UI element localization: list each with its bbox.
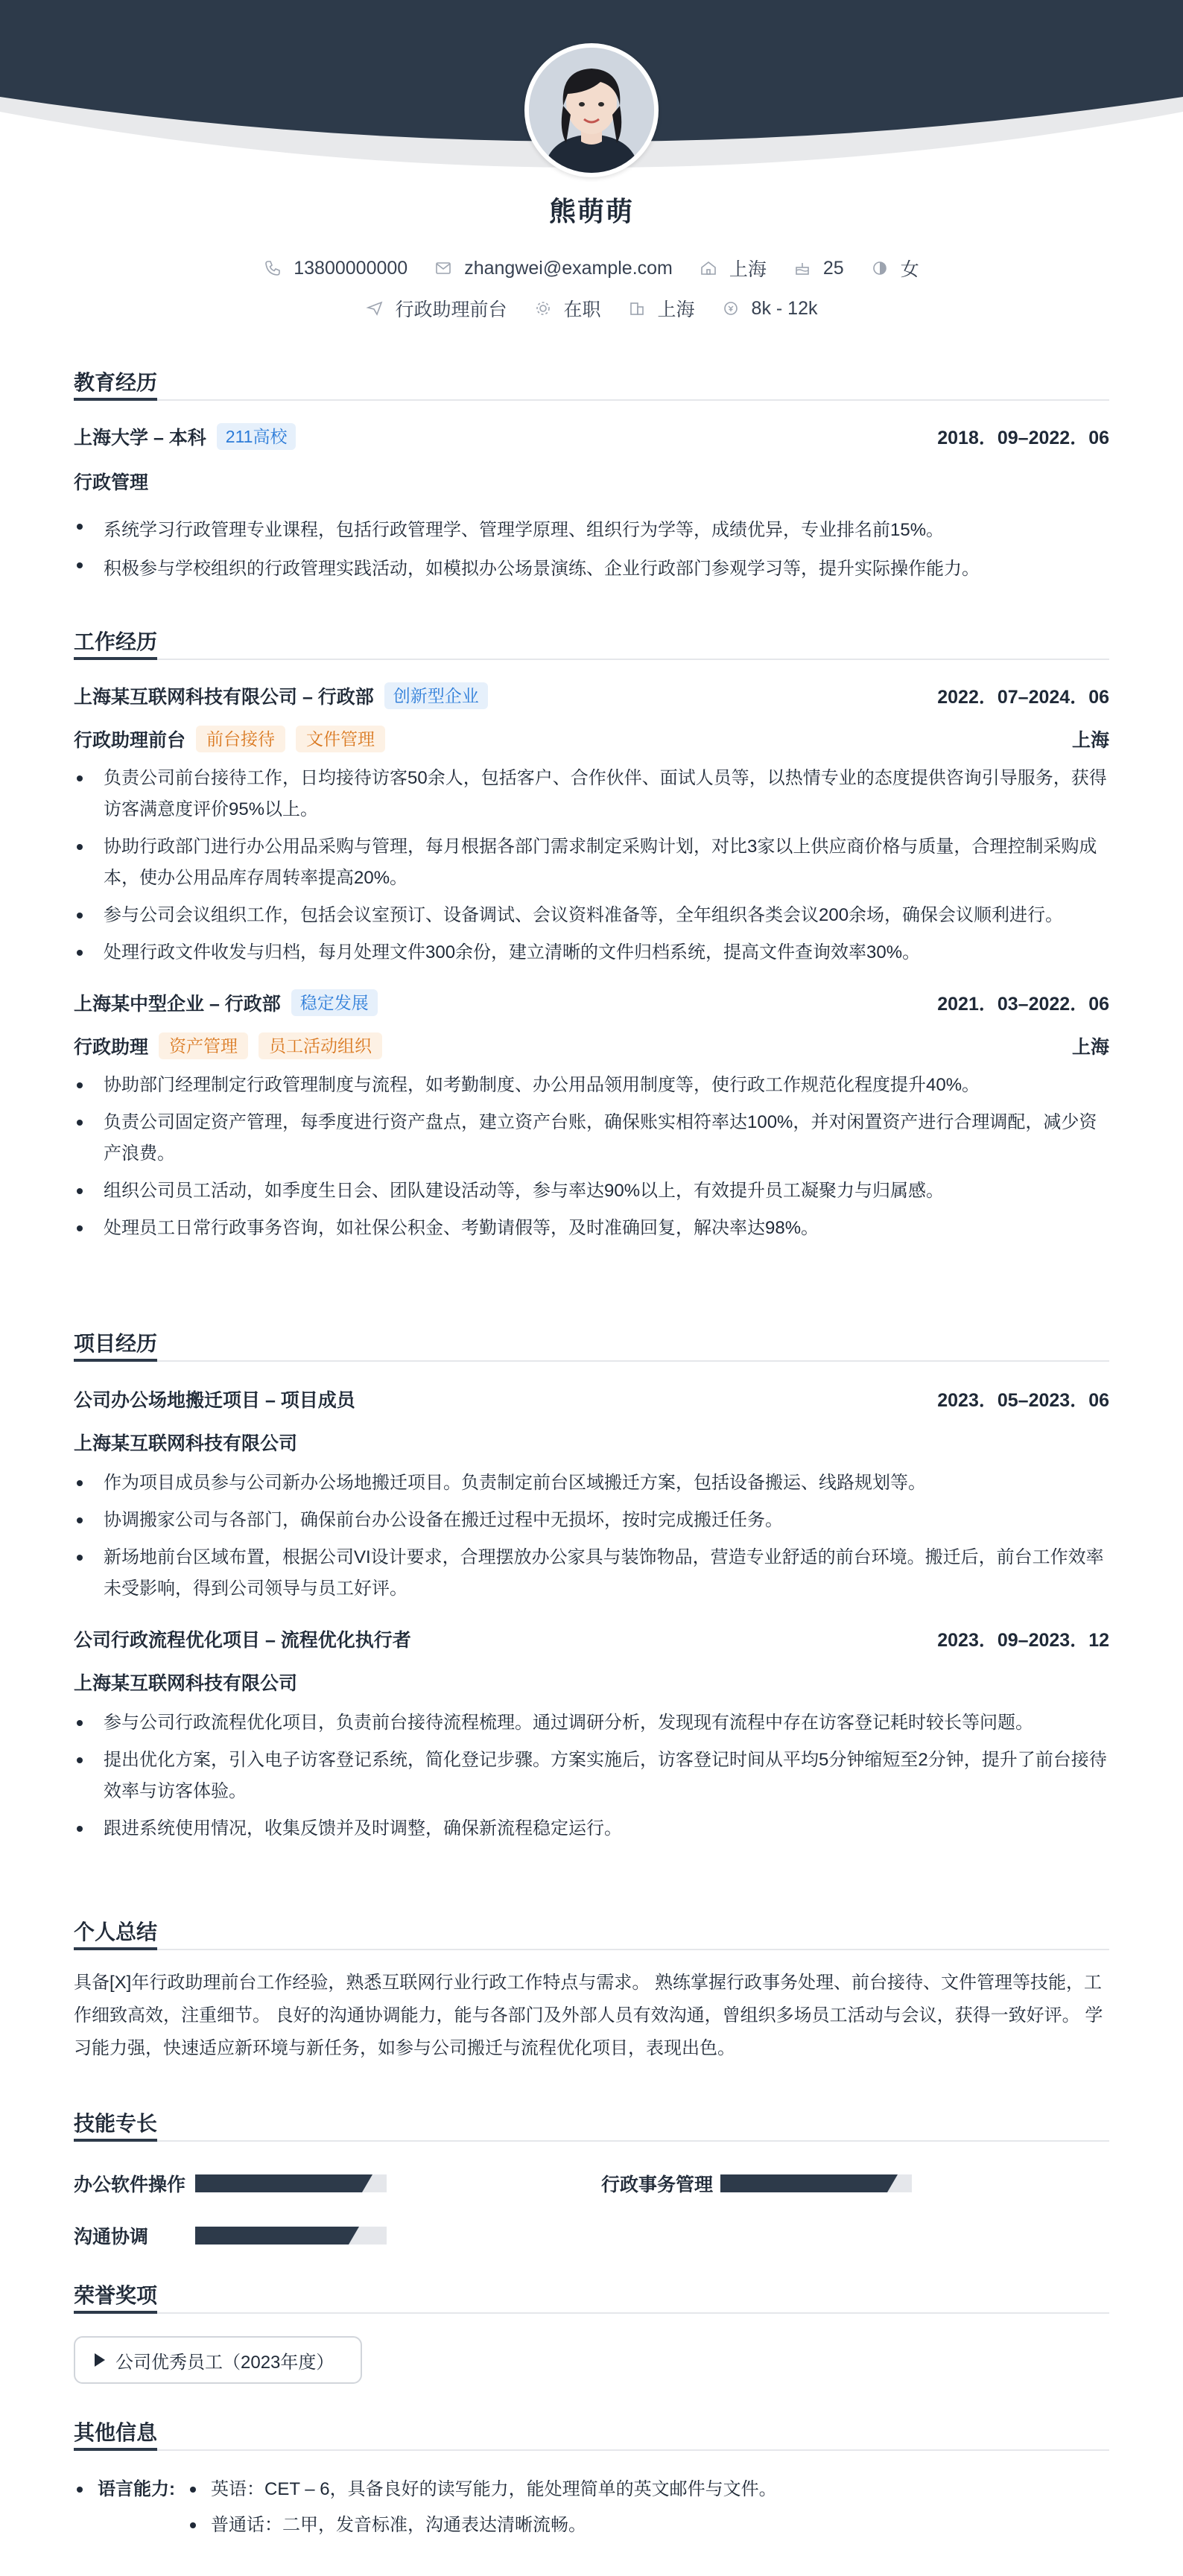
role-tag: 文件管理 [296, 726, 385, 752]
target-city-item [628, 295, 695, 322]
email-item [434, 258, 673, 279]
skill-bar [195, 2174, 387, 2192]
list-item: 参与公司会议组织工作，包括会议室预订、设备调试、会议资料准备等，全年组织各类会议200余场，确保会议顺利进行。 [74, 900, 1109, 931]
avatar-portrait [529, 48, 654, 173]
cake-icon [793, 259, 811, 277]
avatar [524, 43, 659, 177]
list-item: 系统学习行政管理专业课程，包括行政管理学、管理学原理、组织行为学等，成绩优异，专业排名前15%。 [74, 511, 1109, 550]
phone-icon [264, 259, 282, 277]
salary-item [722, 298, 818, 320]
skill-bar [720, 2174, 912, 2192]
caret-right-icon [95, 2353, 105, 2367]
list-item: 协助行政部门进行办公用品采购与管理，每月根据各部门需求制定采购计划，对比3家以上供应商价格与质量，合理控制采购成本，使办公用品库存周转率提高20%。 [74, 831, 1109, 894]
other-section [74, 2417, 1109, 2543]
list-item: 参与公司行政流程优化项目，负责前台接待流程梳理。通过调研分析，发现现有流程中存在访客登记耗时较长等问题。 [74, 1707, 1109, 1739]
project-title: 公司行政流程优化项目 – 流程优化执行者 [74, 1630, 411, 1651]
phone-item [264, 258, 407, 279]
project-date: 2023．05–2023．06 [937, 1390, 1109, 1411]
education-entry-head [74, 423, 1109, 450]
salary-text: 8k - 12k [751, 297, 818, 319]
summary-text: 具备[X]年行政助理前台工作经验，熟悉互联网行业行政工作特点与需求。 熟练掌握行政事务处理、前台接待、文件管理等技能，工作细致高效，注重细节。 良好的沟通协调能力，能与各部门及外部人员有效沟通，曾组织多场员工活动与会议，获得一致好评。 学习能力强，快速适应新环境与新任务，如参与公司搬迁与流程优化项目，表现出色。 [74, 1973, 1103, 2058]
skill-name: 行政事务管理 [601, 2174, 714, 2195]
building-icon [628, 299, 646, 317]
list-item: 组织公司员工活动，如季度生日会、团队建设活动等，参与率达90%以上，有效提升员工凝聚力与归属感。 [74, 1176, 1109, 1207]
job-intent-row [0, 295, 1183, 322]
section-title: 技能专长 [74, 2107, 1109, 2142]
company-name: 上海某中型企业 – 行政部 [74, 994, 281, 1015]
target-city-text: 上海 [657, 299, 695, 320]
contact-row [0, 255, 1183, 282]
work-section [74, 626, 1109, 1244]
gender-text: 女 [900, 259, 919, 280]
honors-section [74, 2280, 1109, 2384]
award-item[interactable] [74, 2336, 362, 2384]
section-title: 教育经历 [74, 367, 1109, 401]
project-section [74, 1327, 1109, 1844]
skill-bar [195, 2227, 387, 2245]
list-item: 跟进系统使用情况，收集反馈并及时调整，确保新流程稳定运行。 [74, 1813, 1109, 1844]
role-name: 行政助理 [74, 1037, 149, 1058]
city-item [700, 255, 767, 282]
section-title: 个人总结 [74, 1916, 1109, 1950]
coin-icon [722, 299, 740, 317]
gender-icon [871, 259, 889, 277]
project-title: 公司办公场地搬迁项目 – 项目成员 [74, 1390, 355, 1411]
status-item [534, 295, 601, 322]
company-name: 上海某互联网科技有限公司 – 行政部 [74, 687, 374, 708]
school-tag: 211高校 [217, 423, 296, 450]
age-item [793, 258, 844, 279]
role-tag: 前台接待 [196, 726, 285, 752]
language-label: 语言能力: [74, 2472, 185, 2543]
section-title: 项目经历 [74, 1327, 1109, 1362]
work-date: 2022．07–2024．06 [937, 687, 1109, 708]
list-item: 负责公司前台接待工作，日均接待访客50余人，包括客户、合作伙伴、面试人员等，以热情专业的态度提供咨询引导服务，获得访客满意度评价95%以上。 [74, 763, 1109, 825]
section-title: 其他信息 [74, 2417, 1109, 2451]
project-entry-head [74, 1625, 1109, 1652]
work-date: 2021．03–2022．06 [937, 994, 1109, 1015]
list-item: 新场地前台区域布置，根据公司VI设计要求，合理摆放办公家具与装饰物品，营造专业舒适的前台环境。搬迁后，前台工作效率未受影响，得到公司领导与员工好评。 [74, 1542, 1109, 1605]
skills-section [74, 2107, 1109, 2261]
work-entry-head [74, 682, 1109, 709]
list-item: 处理员工日常行政事务咨询，如社保公积金、考勤请假等，及时准确回复，解决率达98%。 [74, 1213, 1109, 1244]
project-date: 2023．09–2023．12 [937, 1630, 1109, 1651]
role-tag: 资产管理 [159, 1032, 248, 1059]
language-list [185, 2472, 777, 2543]
work-role-row [74, 726, 1109, 752]
email-icon [434, 259, 452, 277]
skill-fill [195, 2174, 362, 2192]
project-org: 上海某互联网科技有限公司 [74, 1673, 298, 1694]
work-location: 上海 [1071, 1037, 1109, 1058]
summary-section [74, 1916, 1109, 2065]
phone-text: 13800000000 [294, 257, 408, 279]
candidate-name: 熊萌萌 [548, 196, 634, 226]
skill-name: 办公软件操作 [74, 2174, 186, 2195]
send-icon [366, 299, 384, 317]
project-bullets [74, 1468, 1109, 1605]
section-title: 工作经历 [74, 626, 1109, 660]
company-tag: 创新型企业 [384, 682, 488, 709]
target-role-text: 行政助理前台 [395, 299, 507, 320]
skill-item [74, 2221, 387, 2250]
list-item: 协调搬家公司与各部门，确保前台办公设备在搬迁过程中无损坏，按时完成搬迁任务。 [74, 1505, 1109, 1536]
education-date: 2018．09–2022．06 [937, 428, 1109, 448]
work-role-row [74, 1032, 1109, 1059]
project-entry-head [74, 1386, 1109, 1412]
skill-fill [720, 2174, 887, 2192]
skill-fill [195, 2227, 349, 2245]
section-title: 荣誉奖项 [74, 2280, 1109, 2314]
list-item: 负责公司固定资产管理，每季度进行资产盘点，建立资产台账，确保账实相符率达100%，并对闲置资产进行合理调配，减少资产浪费。 [74, 1107, 1109, 1170]
list-item: 积极参与学校组织的行政管理实践活动，如模拟办公场景演练、企业行政部门参观学习等，提升实际操作能力。 [74, 550, 1109, 589]
work-entry-head [74, 989, 1109, 1016]
city-text: 上海 [729, 259, 767, 280]
skill-item [601, 2169, 912, 2198]
status-gear-icon [534, 299, 552, 317]
education-section [74, 367, 1109, 589]
project-org: 上海某互联网科技有限公司 [74, 1433, 298, 1454]
work-bullets [74, 763, 1109, 968]
role-name: 行政助理前台 [74, 730, 186, 751]
major: 行政管理 [74, 472, 149, 493]
status-text: 在职 [563, 299, 601, 320]
education-bullets [74, 511, 1109, 589]
skill-name: 沟通协调 [74, 2227, 149, 2247]
home-icon [700, 259, 717, 277]
work-location: 上海 [1071, 730, 1109, 751]
project-bullets [74, 1707, 1109, 1844]
school-name: 上海大学 – 本科 [74, 428, 206, 448]
list-item: 普通话：二甲，发音标准，沟通表达清晰流畅。 [185, 2507, 777, 2543]
target-role-item [366, 295, 507, 322]
list-item: 英语：CET – 6，具备良好的读写能力，能处理简单的英文邮件与文件。 [185, 2472, 777, 2507]
list-item: 协助部门经理制定行政管理制度与流程，如考勤制度、办公用品领用制度等，使行政工作规范化程度提升40%。 [74, 1070, 1109, 1101]
work-bullets [74, 1070, 1109, 1244]
gender-item [871, 255, 919, 282]
skill-item [74, 2169, 387, 2198]
company-tag: 稳定发展 [291, 989, 378, 1016]
role-tag: 员工活动组织 [259, 1032, 382, 1059]
age-text: 25 [822, 257, 844, 279]
language-row [74, 2472, 1109, 2543]
list-item: 提出优化方案，引入电子访客登记系统，简化登记步骤。方案实施后，访客登记时间从平均5分钟缩短至2分钟，提升了前台接待效率与访客体验。 [74, 1745, 1109, 1807]
list-item: 作为项目成员参与公司新办公场地搬迁项目。负责制定前台区域搬迁方案，包括设备搬运、线路规划等。 [74, 1468, 1109, 1499]
email-text: zhangwei@example.com [464, 257, 673, 279]
list-item: 处理行政文件收发与归档，每月处理文件300余份，建立清晰的文件归档系统，提高文件查询效率30%。 [74, 937, 1109, 968]
award-text: 公司优秀员工（2023年度） [115, 2352, 334, 2373]
